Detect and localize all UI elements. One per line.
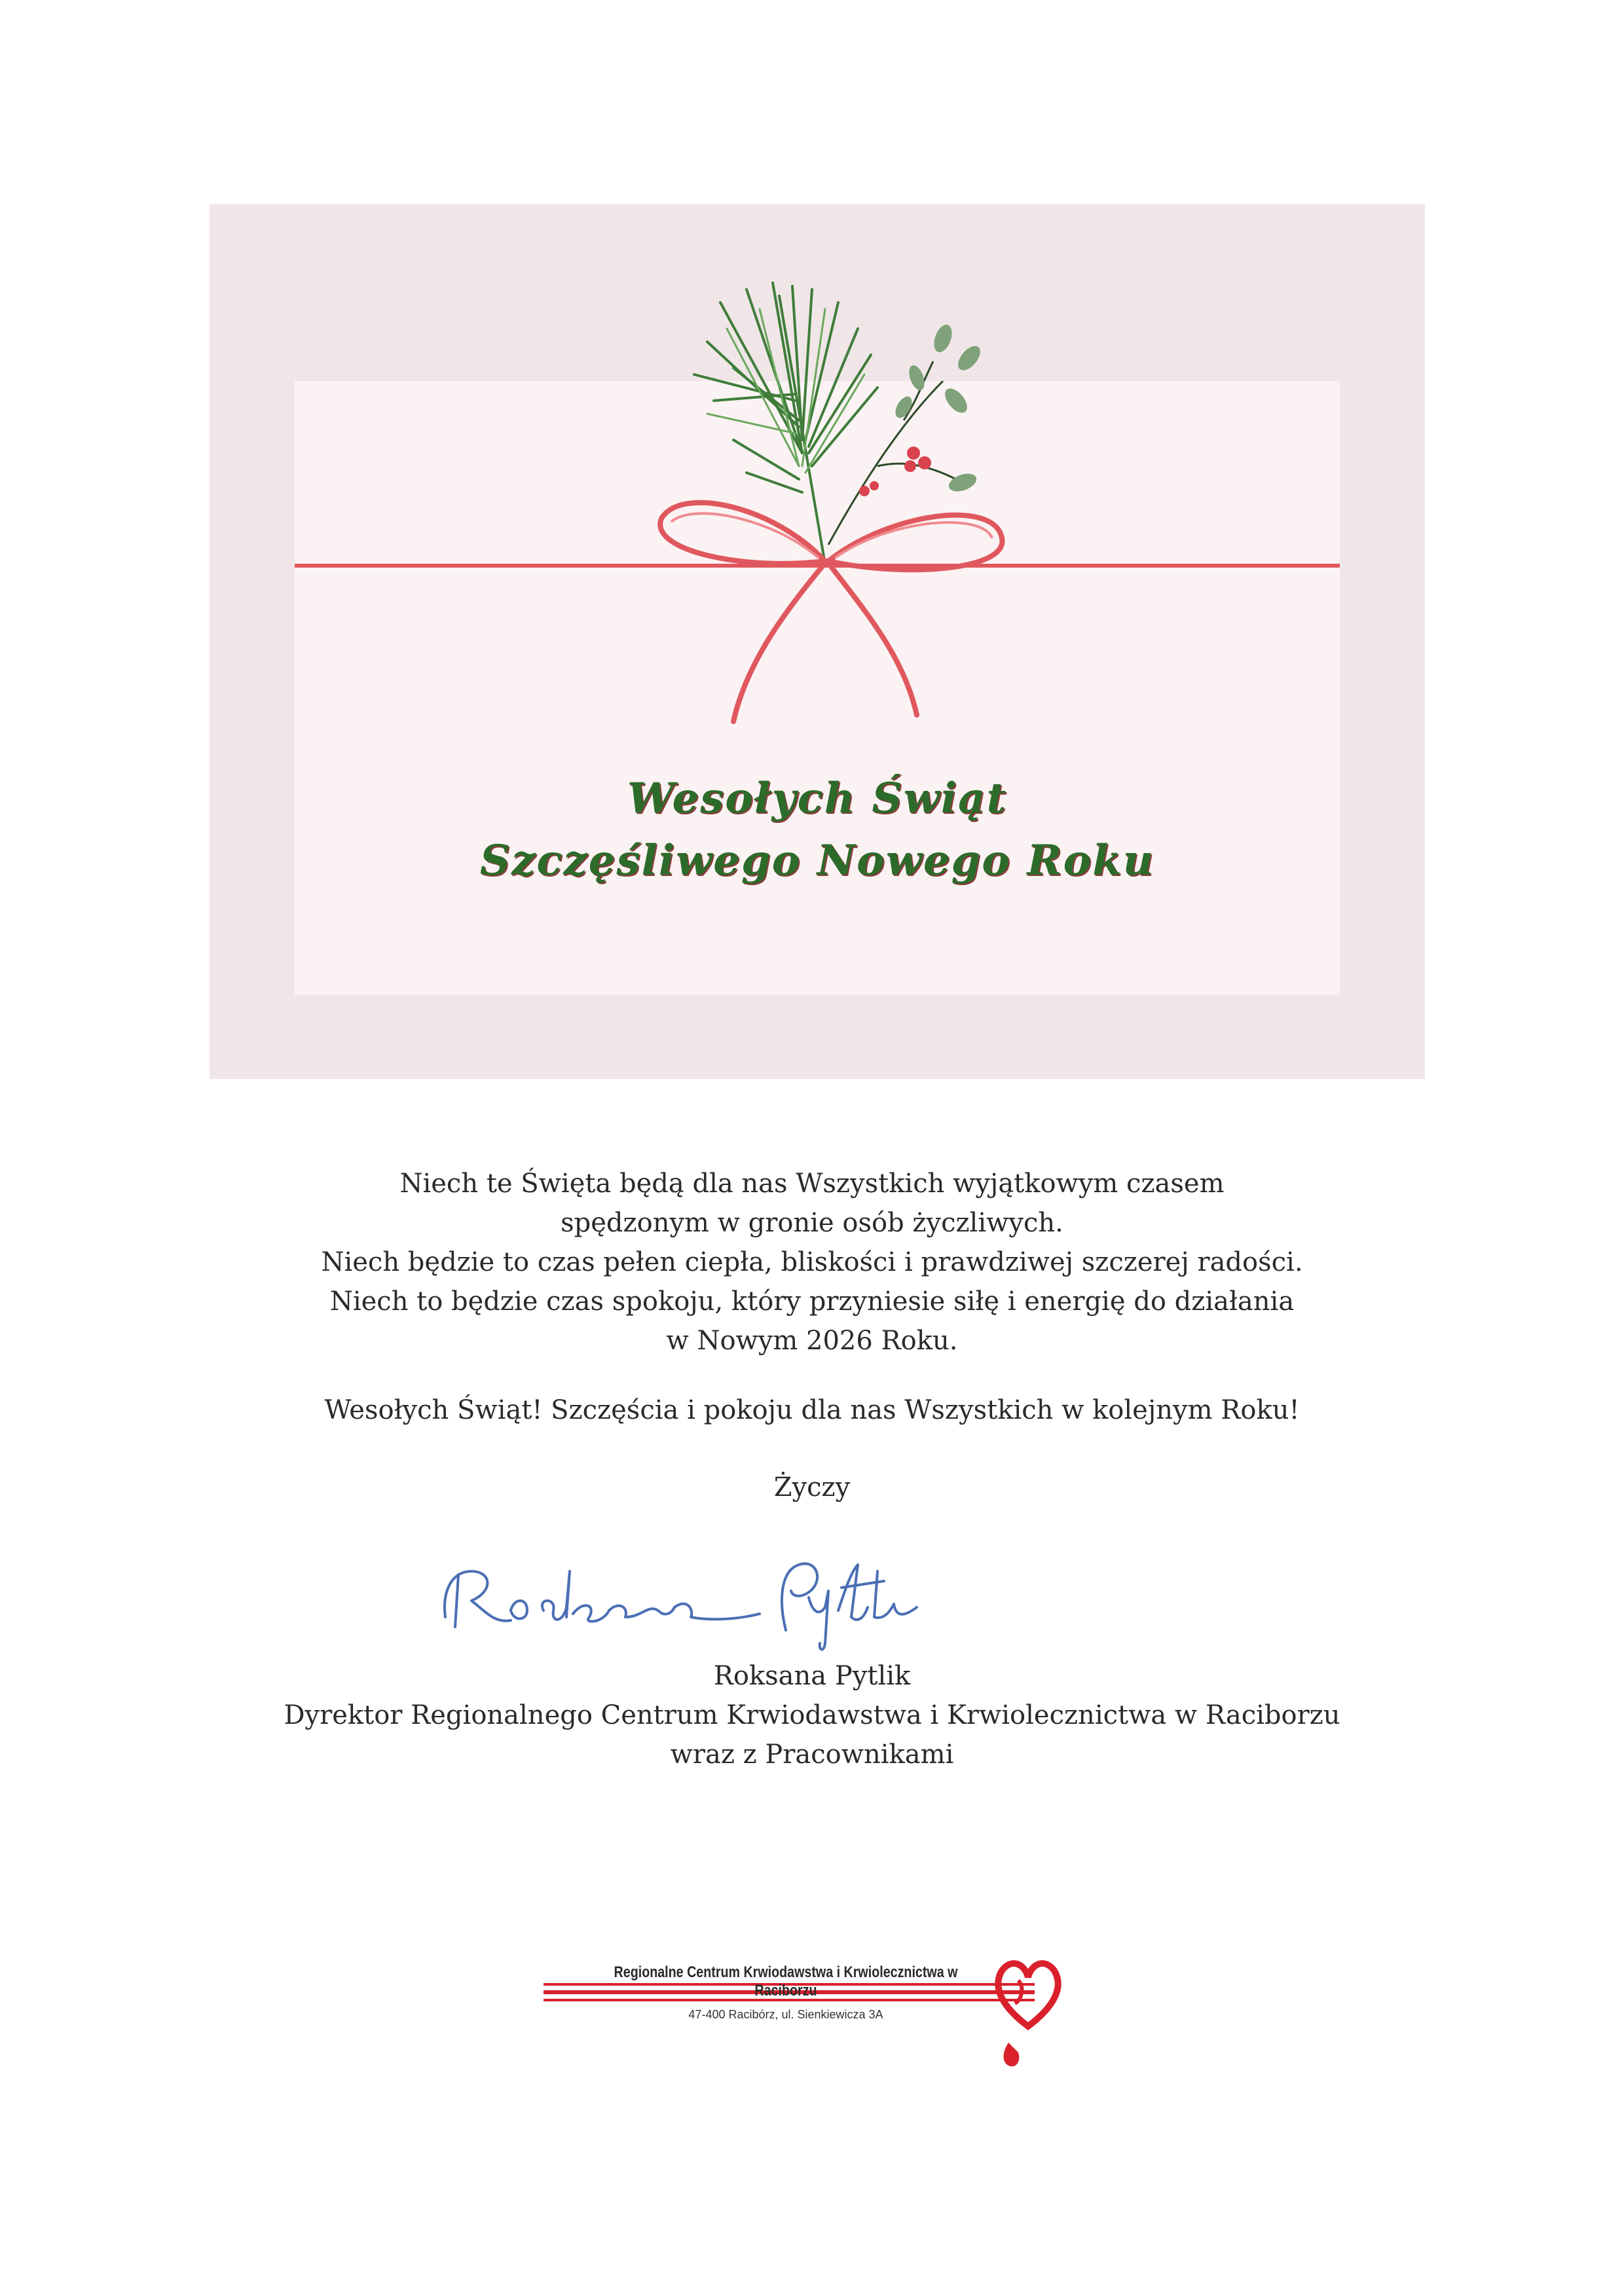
- sender-with: wraz z Pracownikami: [670, 1740, 954, 1770]
- message-line: Niech to będzie czas spokoju, który przyniesie siłę i energię do działania: [329, 1286, 1295, 1317]
- footer-address: 47-400 Racibórz, ul. Sienkiewicza 3A: [688, 2008, 883, 2021]
- greeting-card: [210, 204, 1425, 1079]
- greeting-line-2: Szczęśliwego Nowego Roku: [479, 836, 1155, 885]
- message-line: w Nowym 2026 Roku.: [666, 1326, 958, 1356]
- handwritten-signature: [432, 1545, 956, 1663]
- message-line: spędzonym w gronie osób życzliwych.: [561, 1208, 1063, 1238]
- footer-institution-name: Regionalne Centrum Krwiodawstwa i Krwiolecznictwa w Raciborzu: [614, 1963, 958, 1999]
- sender-name: Roksana Pytlik: [713, 1661, 911, 1691]
- greeting-line-1: Wesołych Świąt: [627, 774, 1008, 823]
- blood-drop-heart-icon: [989, 1954, 1067, 2072]
- ribbon-bow-illustration: [210, 204, 1425, 1079]
- message-line: Niech te Święta będą dla nas Wszystkich wyjątkowym czasem: [399, 1169, 1225, 1199]
- message-line: Niech będzie to czas pełen ciepła, bliskości i prawdziwej szczerej radości.: [321, 1247, 1303, 1277]
- sender-block: [157, 1656, 1467, 1774]
- holiday-wish: Wesołych Świąt! Szczęścia i pokoju dla nas Wszystkich w kolejnym Roku!: [324, 1395, 1300, 1425]
- signoff-lead: Życzy: [773, 1472, 851, 1503]
- institution-footer: [537, 1954, 1074, 2124]
- message-body: [157, 1164, 1467, 1360]
- sender-title: Dyrektor Regionalnego Centrum Krwiodawstwa i Krwiolecznictwa w Raciborzu: [284, 1700, 1340, 1730]
